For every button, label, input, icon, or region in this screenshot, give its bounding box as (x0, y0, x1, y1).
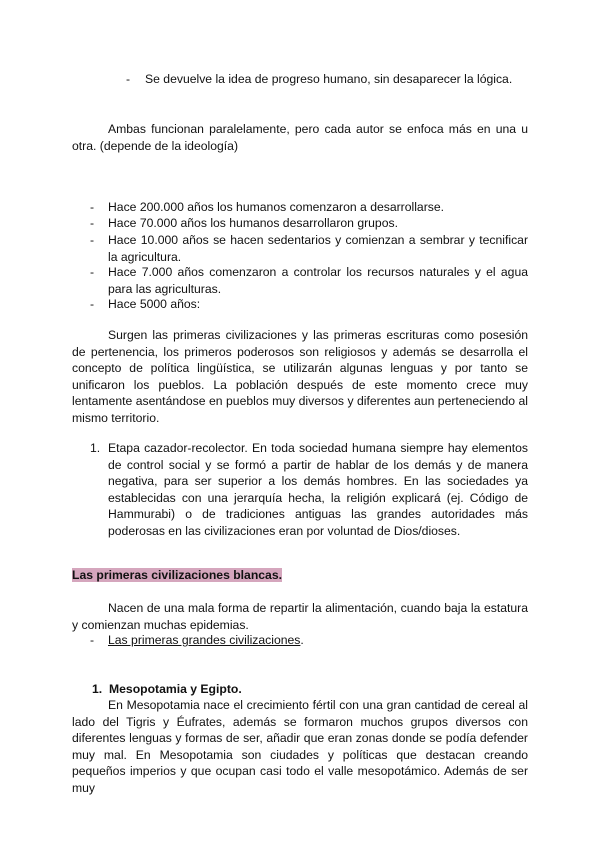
bullet-marker: - (90, 200, 95, 214)
subheading-mesopotamia: Mesopotamia y Egipto. (109, 682, 242, 696)
bullet-marker: - (90, 216, 95, 230)
timeline-item: Hace 200.000 años los humanos comenzaron a desarrollarse. (108, 200, 445, 214)
timeline-item: Hace 70.000 años los humanos desarrollaron grupos. (108, 216, 398, 230)
bullet-marker: - (90, 633, 95, 647)
bullet-progreso: Se devuelve la idea de progreso humano, sin desaparecer la lógica. (145, 72, 513, 86)
paragraph-surgen: Surgen las primeras civilizaciones y las primeras escrituras como posesión de pertenencia, los primeros poderosos son religiosos y además se desarrolla el concepto de política lingüística, se utilizarán algunas lenguas y por tanto se unificaron los pueblos. La población después de este momento crece muy lentamente asentándose en pueblos muy diversos y diferentes aun perteneciendo al mismo territorio. (72, 328, 528, 425)
timeline-item: Hace 7.000 años comenzaron a controlar los recursos naturales y el agua para las agriculturas. (108, 265, 528, 296)
paragraph-ambas: Ambas funcionan paralelamente, pero cada autor se enfoca más en una u otra. (depende de la ideología) (72, 122, 528, 153)
sub-bullet-suffix: . (300, 633, 304, 647)
paragraph-nacen: Nacen de una mala forma de repartir la alimentación, cuando baja la estatura y comienzan muchas epidemias. (72, 601, 528, 632)
list-number: 1. (90, 441, 101, 455)
numbered-item-cazador: Etapa cazador-recolector. En toda sociedad humana siempre hay elementos de control social y se formó a partir de hablar de los demás y de manera negativa, para ser superior a los demás hombres. En las sociedades ya establecidas con una jerarquía hecha, la religión explicará (ej. Código de Hammurabi) o de tradiciones antiguas las grandes autoridades más poderosas en las civilizaciones eran por voluntad de Dios/dioses. (108, 441, 528, 538)
section-heading (72, 567, 282, 584)
bullet-marker: - (90, 297, 95, 311)
sub-bullet-link-text: Las primeras grandes civilizaciones (108, 633, 301, 647)
paragraph-mesopotamia: En Mesopotamia nace el crecimiento fértil con una gran cantidad de cereal al lado del Tigris y Éufrates, además se formaron muchos grupos diversos con diferentes lenguas y formas de ser, añadir que eran zonas donde se podía defender muy mal. En Mesopotamia son ciudades y políticas que destacan creando pequeños imperios y que ocupan casi todo el valle mesopotámico. Además de ser muy (72, 698, 528, 795)
sub-bullet (108, 632, 304, 649)
timeline-item: Hace 10.000 años se hacen sedentarios y comienzan a sembrar y tecnificar la agricultura. (108, 233, 528, 264)
timeline-item: Hace 5000 años: (108, 297, 201, 311)
bullet-marker: - (90, 265, 95, 279)
subheading-number: 1. (92, 682, 103, 696)
bullet-marker: - (90, 233, 95, 247)
section-heading-text: Las primeras civilizaciones blancas. (72, 568, 283, 582)
bullet-marker: - (126, 72, 131, 86)
